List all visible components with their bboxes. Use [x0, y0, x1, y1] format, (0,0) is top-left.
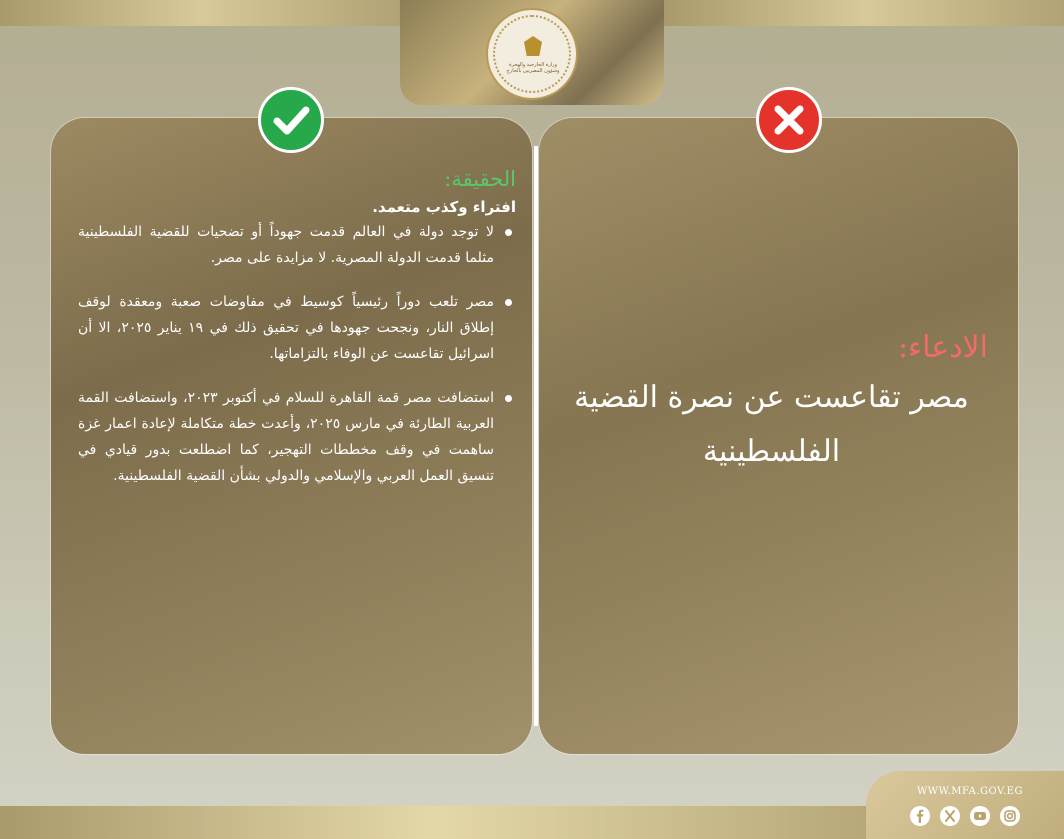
fact-item [78, 219, 516, 271]
fact-content [78, 163, 516, 507]
claim-text: مصر تقاعست عن نصرة القضية الفلسطينية [574, 380, 969, 469]
top-band-left [0, 0, 400, 26]
bullet-icon [505, 299, 512, 306]
egypt-mfa-seal-icon [486, 8, 578, 100]
footer-box [866, 771, 1064, 839]
fact-item [78, 289, 516, 367]
panel-divider [534, 146, 538, 726]
claim-content [555, 325, 988, 479]
fact-item-text: مصر تلعب دوراً رئيسياً كوسيط في مفاوضات صعبة ومعقدة لوقف إطلاق النار، ونجحت جهودها في تحقيق ذلك في ١٩ يناير ٢٠٢٥، الا أن اسرائيل تقاعست عن الوفاء بالتزاماتها. [78, 294, 494, 362]
fact-intro: افتراء وكذب متعمد. [372, 198, 516, 216]
check-icon [258, 87, 324, 153]
cross-icon [756, 87, 822, 153]
seal-text: وزارة الخارجية والهجرة وشؤون المصريين بالخارج [506, 62, 560, 74]
fact-item [78, 385, 516, 489]
bottom-band [0, 806, 870, 839]
website-link[interactable]: WWW.MFA.GOV.EG [917, 786, 1023, 797]
fact-item-text: لا توجد دولة في العالم قدمت جهوداً أو تضحيات للقضية الفلسطينية مثلما قدمت الدولة المصرية. لا مزايدة على مصر. [78, 224, 494, 266]
claim-title: الادعاء: [897, 330, 988, 365]
x-icon[interactable] [940, 806, 960, 826]
facebook-icon[interactable] [910, 806, 930, 826]
top-band-right [664, 0, 1064, 26]
fact-title: الحقيقة: [444, 167, 516, 191]
bullet-icon [505, 395, 512, 402]
bullet-icon [505, 229, 512, 236]
youtube-icon[interactable] [970, 806, 990, 826]
fact-list [78, 219, 516, 489]
instagram-icon[interactable] [1000, 806, 1020, 826]
fact-item-text: استضافت مصر قمة القاهرة للسلام في أكتوبر ٢٠٢٣، واستضافت القمة العربية الطارئة في مارس ٢٠٢٥، وأعدت خطة متكاملة لإعادة اعمار غزة ساهمت في وقف مخططات التهجير، كما اضطلعت بدور قيادي في تنسيق العمل العربي والإسلامي والدولي بشأن القضية الفلسطينية. [78, 390, 494, 484]
